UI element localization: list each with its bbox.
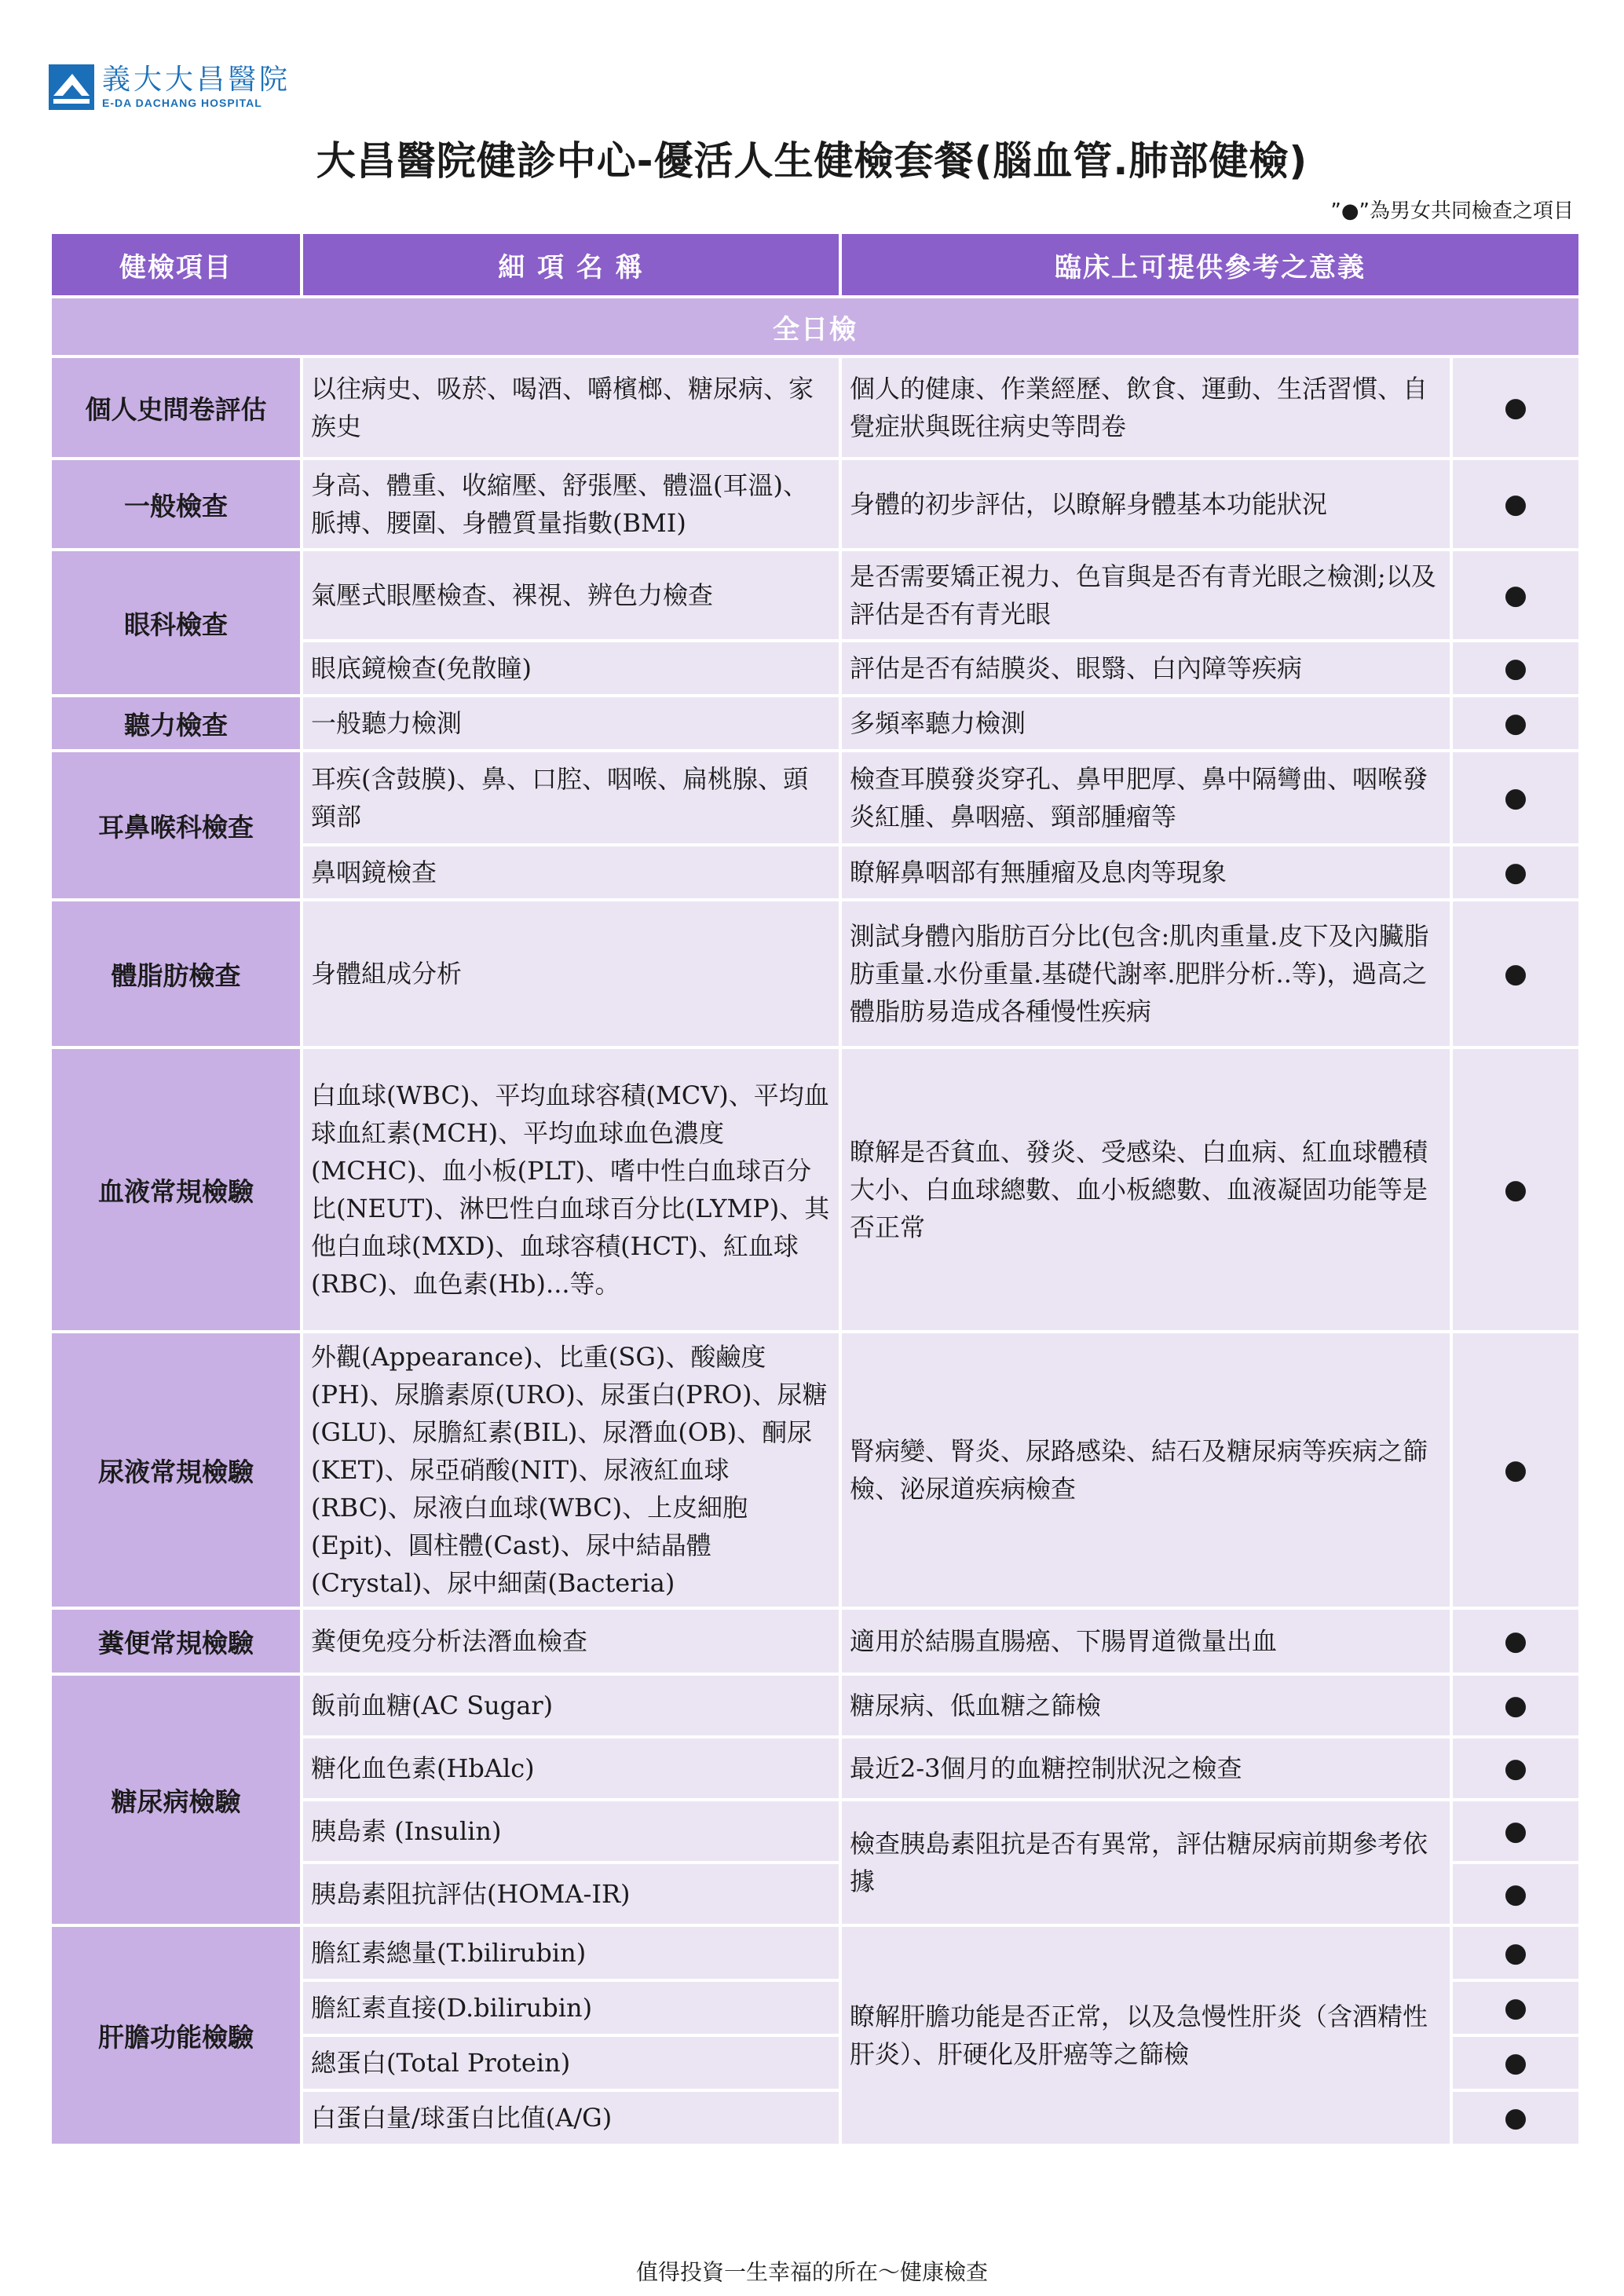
meaning-cell: 多頻率聽力檢測 [842,697,1450,749]
common-mark: ● [1453,358,1578,457]
category-cell: 血液常規檢驗 [52,1049,300,1330]
common-mark: ● [1453,2037,1578,2089]
common-mark: ● [1453,1864,1578,1924]
common-mark: ● [1453,1610,1578,1673]
meaning-cell: 最近2-3個月的血糖控制狀況之檢查 [842,1738,1450,1798]
item-cell: 身體組成分析 [303,901,839,1046]
table-row [52,752,1578,843]
item-cell: 白蛋白量/球蛋白比值(A/G) [303,2092,839,2144]
meaning-cell: 瞭解肝膽功能是否正常，以及急慢性肝炎（含酒精性肝炎）、肝硬化及肝癌等之篩檢 [842,1927,1450,2144]
item-cell: 眼底鏡檢查(免散瞳) [303,642,839,694]
item-cell: 膽紅素總量(T.bilirubin) [303,1927,839,1979]
common-mark: ● [1453,1333,1578,1607]
meaning-cell: 身體的初步評估，以瞭解身體基本功能狀況 [842,460,1450,548]
item-cell: 白血球(WBC)、平均血球容積(MCV)、平均血球血紅素(MCH)、平均血球血色濃度(MCHC)、血小板(PLT)、嗜中性白血球百分比(NEUT)、淋巴性白血球百分比(LYMP)、其他白血球(MXD)、血球容積(HCT)、紅血球(RBC)、血色素(Hb)...等。 [303,1049,839,1330]
item-cell: 膽紅素直接(D.bilirubin) [303,1982,839,2034]
meaning-cell: 瞭解是否貧血、發炎、受感染、白血病、紅血球體積大小、白血球總數、血小板總數、血液凝固功能等是否正常 [842,1049,1450,1330]
meaning-cell: 檢查耳膜發炎穿孔、鼻甲肥厚、鼻中隔彎曲、咽喉發炎紅腫、鼻咽癌、頸部腫瘤等 [842,752,1450,843]
section-title: 全日檢 [52,298,1578,355]
table-row [52,1610,1578,1673]
category-cell: 聽力檢查 [52,697,300,749]
category-cell: 體脂肪檢查 [52,901,300,1046]
common-mark: ● [1453,697,1578,749]
common-mark: ● [1453,551,1578,639]
category-cell: 肝膽功能檢驗 [52,1927,300,2144]
common-mark: ● [1453,1801,1578,1861]
category-cell: 耳鼻喉科檢查 [52,752,300,898]
common-mark: ● [1453,460,1578,548]
common-mark: ● [1453,642,1578,694]
category-cell: 一般檢查 [52,460,300,548]
category-cell: 糖尿病檢驗 [52,1676,300,1924]
section-row [52,298,1578,355]
category-cell: 尿液常規檢驗 [52,1333,300,1607]
item-cell: 外觀(Appearance)、比重(SG)、酸鹼度(PH)、尿膽素原(URO)、尿蛋白(PRO)、尿糖(GLU)、尿膽紅素(BIL)、尿潛血(OB)、酮尿(KET)、尿亞硝酸(NIT)、尿液紅血球(RBC)、尿液白血球(WBC)、上皮細胞(Epit)、圓柱體(Cast)、尿中結晶體(Crystal)、尿中細菌(Bacteria) [303,1333,839,1607]
table-row [52,697,1578,749]
common-mark: ● [1453,1738,1578,1798]
table-row [52,460,1578,548]
meaning-cell: 檢查胰島素阻抗是否有異常，評估糖尿病前期參考依據 [842,1801,1450,1924]
footer-slogan: 值得投資一生幸福的所在～健康檢查 [635,2259,988,2285]
meaning-cell: 評估是否有結膜炎、眼翳、白內障等疾病 [842,642,1450,694]
table-row [52,1927,1578,1979]
item-cell: 耳疾(含鼓膜)、鼻、口腔、咽喉、扁桃腺、頭頸部 [303,752,839,843]
category-cell: 個人史問卷評估 [52,358,300,457]
common-mark: ● [1453,901,1578,1046]
meaning-cell: 測試身體內脂肪百分比(包含:肌肉重量.皮下及內臟脂肪重量.水份重量.基礎代謝率.肥胖分析..等)，過高之體脂肪易造成各種慢性疾病 [842,901,1450,1046]
header-item: 細 項 名 稱 [303,234,839,295]
item-cell: 一般聽力檢測 [303,697,839,749]
item-cell: 鼻咽鏡檢查 [303,846,839,898]
item-cell: 飯前血糖(AC Sugar) [303,1676,839,1735]
common-mark: ● [1453,752,1578,843]
item-cell: 糞便免疫分析法潛血檢查 [303,1610,839,1673]
common-mark: ● [1453,1982,1578,2034]
table-row [52,901,1578,1046]
table-row [52,1676,1578,1735]
common-mark: ● [1453,1049,1578,1330]
hospital-name-en: E-DA DACHANG HOSPITAL [102,97,262,109]
meaning-cell: 糖尿病、低血糖之篩檢 [842,1676,1450,1735]
item-cell: 身高、體重、收縮壓、舒張壓、體溫(耳溫)、脈搏、腰圍、身體質量指數(BMI) [303,460,839,548]
table-row [52,1049,1578,1330]
category-cell: 眼科檢查 [52,551,300,694]
header-category: 健檢項目 [52,234,300,295]
item-cell: 以往病史、吸菸、喝酒、嚼檳榔、糖尿病、家族史 [303,358,839,457]
meaning-cell: 瞭解鼻咽部有無腫瘤及息肉等現象 [842,846,1450,898]
item-cell: 胰島素阻抗評估(HOMA-IR) [303,1864,839,1924]
meaning-cell: 個人的健康、作業經歷、飲食、運動、生活習慣、自覺症狀與既往病史等問卷 [842,358,1450,457]
page-title: 大昌醫院健診中心-優活人生健檢套餐(腦血管.肺部健檢) [316,138,1308,184]
hospital-name: 義大大昌醫院 [102,64,291,96]
meaning-cell: 腎病變、腎炎、尿路感染、結石及糖尿病等疾病之篩檢、泌尿道疾病檢查 [842,1333,1450,1607]
table-header-row [52,234,1578,295]
item-cell: 糖化血色素(HbAlc) [303,1738,839,1798]
table-row [52,551,1578,639]
common-mark: ● [1453,846,1578,898]
category-cell: 糞便常規檢驗 [52,1610,300,1673]
meaning-cell: 是否需要矯正視力、色盲與是否有青光眼之檢測;以及評估是否有青光眼 [842,551,1450,639]
item-cell: 胰島素 (Insulin) [303,1801,839,1861]
hospital-logo-icon [49,64,94,110]
checkup-table [49,231,1582,2147]
common-mark: ● [1453,1676,1578,1735]
item-cell: 氣壓式眼壓檢查、裸視、辨色力檢查 [303,551,839,639]
item-cell: 總蛋白(Total Protein) [303,2037,839,2089]
header-meaning: 臨床上可提供參考之意義 [842,234,1578,295]
hospital-logo [49,64,291,110]
table-row [52,358,1578,457]
meaning-cell: 適用於結腸直腸癌、下腸胃道微量出血 [842,1610,1450,1673]
common-mark: ● [1453,2092,1578,2144]
common-mark: ● [1453,1927,1578,1979]
legend-note: ”●”為男女共同檢查之項目 [1330,199,1574,223]
table-row [52,1333,1578,1607]
